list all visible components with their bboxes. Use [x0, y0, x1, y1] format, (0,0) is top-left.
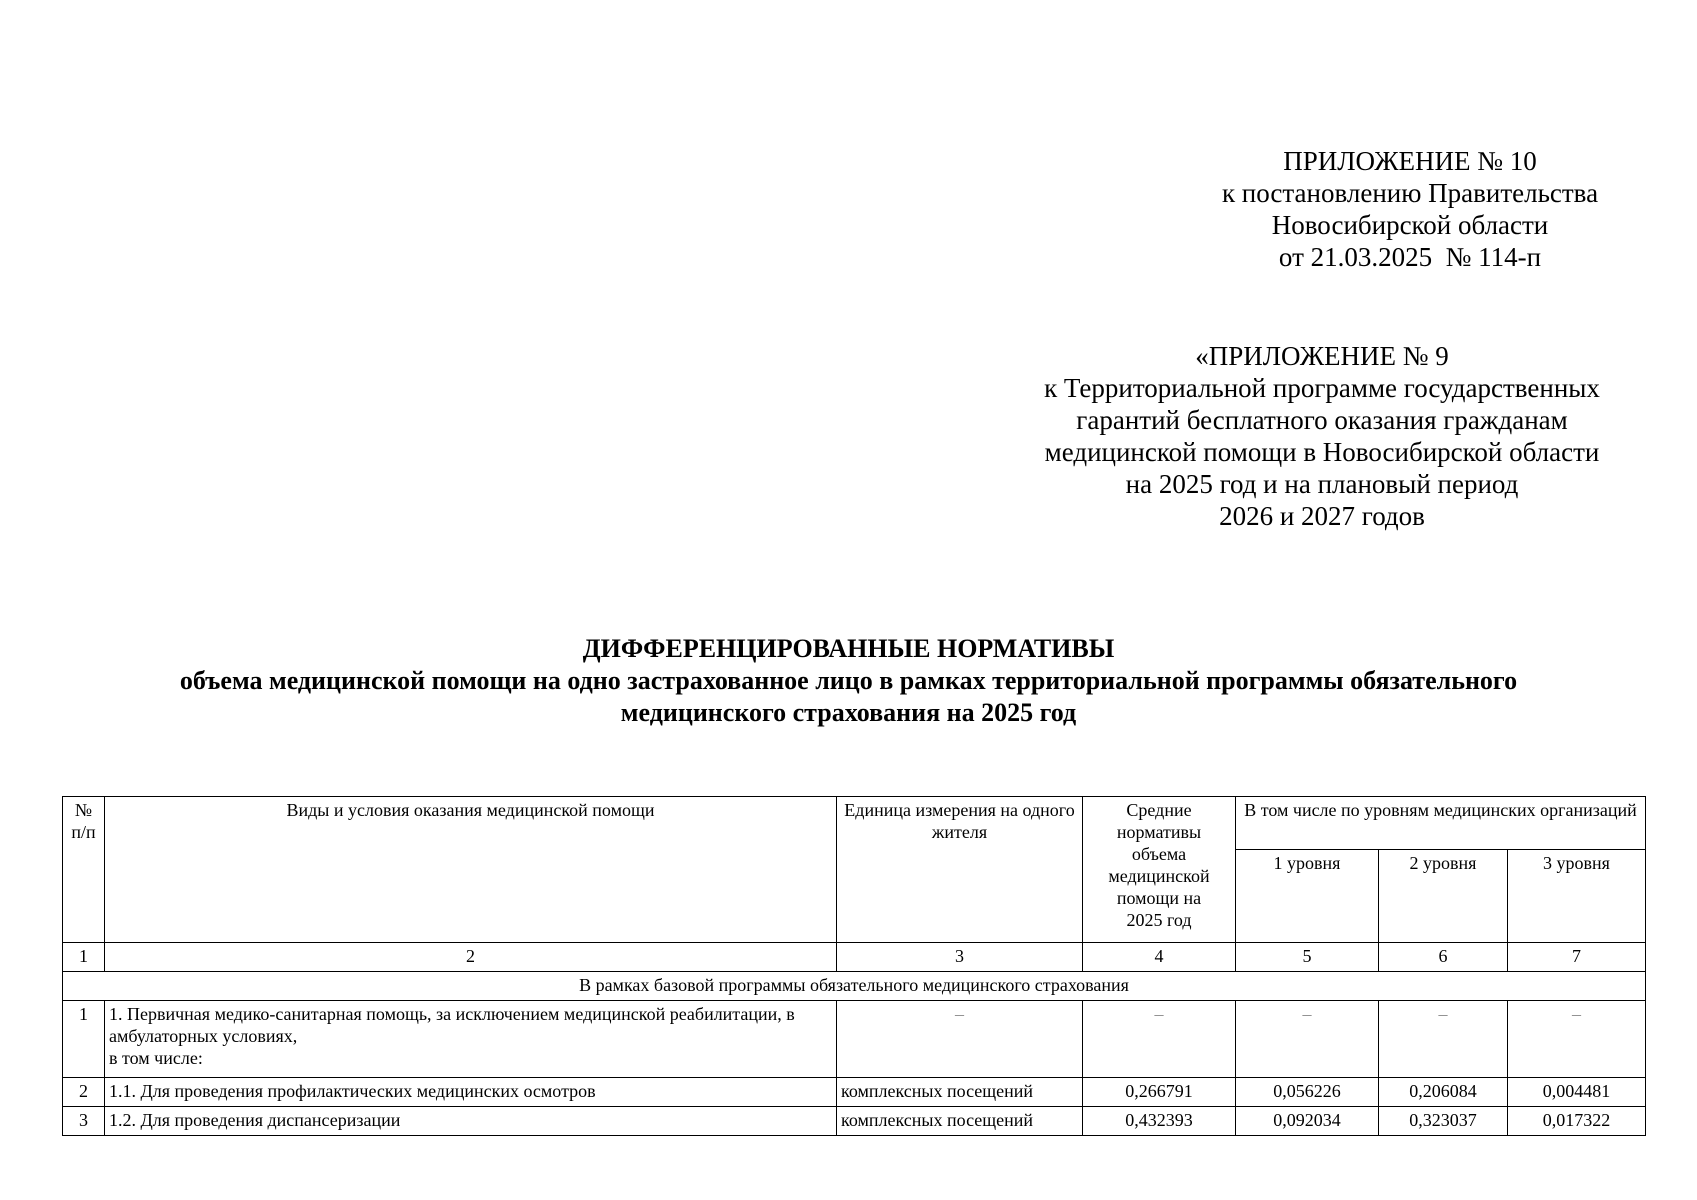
- row-type: 1. Первичная медико-санитарная помощь, за исключением медицинской реабилитации, в амбулаторных условиях, в том числе:: [105, 1001, 837, 1078]
- appendix-9-line-2: к Территориальной программе государственных: [1044, 373, 1600, 403]
- table-header-row: [63, 797, 1646, 850]
- row-level-2: 0,323037: [1379, 1107, 1508, 1136]
- appendix-9-line-5: на 2025 год и на плановый период: [1125, 469, 1519, 499]
- row-avg: 0,266791: [1083, 1078, 1236, 1107]
- header-types: Виды и условия оказания медицинской помощи: [105, 797, 837, 943]
- column-number: 2: [105, 943, 837, 972]
- row-type: 1.1. Для проведения профилактических медицинских осмотров: [105, 1078, 837, 1107]
- row-level-1: 0,092034: [1236, 1107, 1379, 1136]
- header-levels: В том числе по уровням медицинских организаций: [1236, 797, 1646, 850]
- section-row: [63, 972, 1646, 1001]
- column-number: 7: [1508, 943, 1646, 972]
- document-title: [0, 633, 1697, 729]
- document-title-line-3: медицинского страхования на 2025 год: [620, 698, 1077, 727]
- row-num: 2: [63, 1078, 105, 1107]
- row-level-2: 0,206084: [1379, 1078, 1508, 1107]
- appendix-9-line-6: 2026 и 2027 годов: [1219, 501, 1425, 531]
- header-avg: Средние нормативы объема медицинской помощи на 2025 год: [1083, 797, 1236, 943]
- document-title-line-1: ДИФФЕРЕНЦИРОВАННЫЕ НОРМАТИВЫ: [582, 634, 1115, 663]
- row-level-3: 0,017322: [1508, 1107, 1646, 1136]
- appendix-9-block: [972, 340, 1672, 532]
- row-level-3: 0,004481: [1508, 1078, 1646, 1107]
- row-level-1: –: [1236, 1001, 1379, 1078]
- row-level-2: –: [1379, 1001, 1508, 1078]
- appendix-10-line-3: Новосибирской области: [1271, 210, 1549, 240]
- row-avg: 0,432393: [1083, 1107, 1236, 1136]
- row-type: 1.2. Для проведения диспансеризации: [105, 1107, 837, 1136]
- row-unit: –: [837, 1001, 1083, 1078]
- row-unit: комплексных посещений: [837, 1078, 1083, 1107]
- column-number-row: [63, 943, 1646, 972]
- appendix-9-line-4: медицинской помощи в Новосибирской области: [1044, 437, 1600, 467]
- appendix-10-title: ПРИЛОЖЕНИЕ № 10: [1283, 146, 1537, 176]
- appendix-9-title: «ПРИЛОЖЕНИЕ № 9: [1195, 341, 1449, 371]
- header-level-2: 2 уровня: [1379, 850, 1508, 943]
- row-avg: –: [1083, 1001, 1236, 1078]
- norms-table: [62, 796, 1646, 1136]
- table-row: [63, 1107, 1646, 1136]
- table-row: [63, 1078, 1646, 1107]
- column-number: 4: [1083, 943, 1236, 972]
- column-number: 1: [63, 943, 105, 972]
- appendix-9-line-3: гарантий бесплатного оказания гражданам: [1076, 405, 1568, 435]
- document-title-line-2: объема медицинской помощи на одно застрахованное лицо в рамках территориальной программы обязательного: [179, 666, 1518, 695]
- header-level-3: 3 уровня: [1508, 850, 1646, 943]
- appendix-10-block: [1090, 145, 1697, 273]
- column-number: 3: [837, 943, 1083, 972]
- header-unit: Единица измерения на одного жителя: [837, 797, 1083, 943]
- row-level-1: 0,056226: [1236, 1078, 1379, 1107]
- appendix-10-date: от 21.03.2025 № 114-п: [1278, 242, 1542, 272]
- row-num: 3: [63, 1107, 105, 1136]
- row-level-3: –: [1508, 1001, 1646, 1078]
- header-num: № п/п: [63, 797, 105, 943]
- row-unit: комплексных посещений: [837, 1107, 1083, 1136]
- section-title: В рамках базовой программы обязательного медицинского страхования: [63, 972, 1646, 1001]
- row-num: 1: [63, 1001, 105, 1078]
- table-row: [63, 1001, 1646, 1078]
- header-level-1: 1 уровня: [1236, 850, 1379, 943]
- column-number: 5: [1236, 943, 1379, 972]
- appendix-10-line-2: к постановлению Правительства: [1221, 178, 1599, 208]
- column-number: 6: [1379, 943, 1508, 972]
